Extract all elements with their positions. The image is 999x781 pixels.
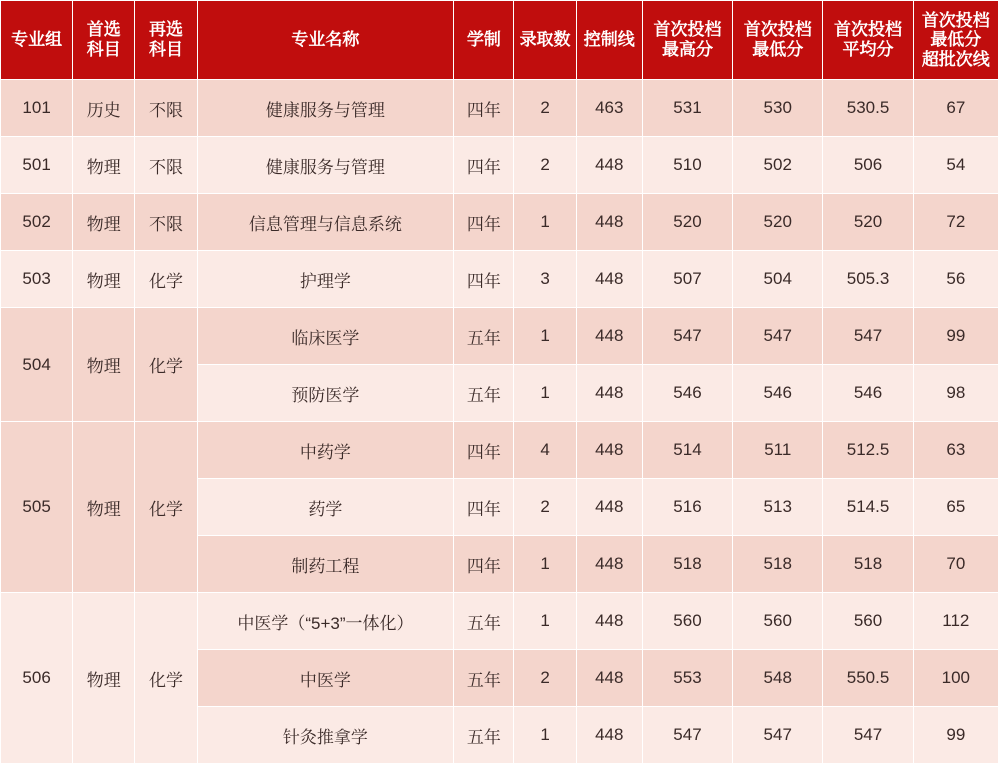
- first-batch-max-score-cell: 553: [642, 650, 732, 707]
- admitted-count-cell: 3: [514, 251, 576, 308]
- control-line-cell: 448: [576, 707, 642, 764]
- admitted-count-cell: 1: [514, 536, 576, 593]
- min-score-over-batch-line-cell: 99: [913, 308, 998, 365]
- column-header-0: [1, 1, 73, 80]
- first-batch-min-score-cell: 504: [733, 251, 823, 308]
- program-length-cell: 五年: [454, 365, 514, 422]
- min-score-over-batch-line-cell: 70: [913, 536, 998, 593]
- min-score-over-batch-line-cell: 56: [913, 251, 998, 308]
- column-header-3: [197, 1, 454, 80]
- first-batch-avg-score-cell: 506: [823, 137, 913, 194]
- min-score-over-batch-line-cell: 99: [913, 707, 998, 764]
- admitted-count-cell: 1: [514, 365, 576, 422]
- first-batch-max-score-cell: 546: [642, 365, 732, 422]
- program-length-cell: 四年: [454, 536, 514, 593]
- control-line-cell: 448: [576, 194, 642, 251]
- column-header-line: 专业名称: [291, 30, 360, 50]
- group-code-cell: 505: [1, 422, 73, 593]
- min-score-over-batch-line-cell: 65: [913, 479, 998, 536]
- major-name-cell: 中医学: [197, 650, 454, 707]
- program-length-cell: 五年: [454, 650, 514, 707]
- admitted-count-cell: 2: [514, 479, 576, 536]
- major-name-cell: 护理学: [197, 251, 454, 308]
- column-header-line: 平均分: [842, 40, 894, 59]
- first-batch-avg-score-cell: 547: [823, 308, 913, 365]
- admitted-count-cell: 1: [514, 593, 576, 650]
- column-header-1: [73, 1, 135, 80]
- column-header-10: [913, 1, 998, 80]
- admitted-count-cell: 2: [514, 80, 576, 137]
- first-subject-cell: 物理: [73, 593, 135, 764]
- first-batch-max-score-cell: 510: [642, 137, 732, 194]
- column-header-line: 首次投档: [921, 10, 990, 30]
- first-batch-min-score-cell: 530: [733, 80, 823, 137]
- first-batch-avg-score-cell: 546: [823, 365, 913, 422]
- program-length-cell: 五年: [454, 707, 514, 764]
- column-header-4: [454, 1, 514, 80]
- program-length-cell: 四年: [454, 479, 514, 536]
- major-name-cell: 健康服务与管理: [197, 137, 454, 194]
- group-code-cell: 502: [1, 194, 73, 251]
- column-header-line: 最低分: [752, 40, 804, 59]
- column-header-7: [642, 1, 732, 80]
- admitted-count-cell: 2: [514, 650, 576, 707]
- min-score-over-batch-line-cell: 112: [913, 593, 998, 650]
- table-row: [1, 80, 999, 137]
- column-header-line: 学制: [466, 30, 501, 50]
- first-batch-min-score-cell: 546: [733, 365, 823, 422]
- column-header-line: 超批次线: [921, 49, 990, 69]
- program-length-cell: 四年: [454, 137, 514, 194]
- min-score-over-batch-line-cell: 63: [913, 422, 998, 479]
- second-subject-cell: 化学: [135, 251, 197, 308]
- column-header-line: 控制线: [583, 30, 635, 50]
- table-row: [1, 593, 999, 650]
- program-length-cell: 四年: [454, 422, 514, 479]
- column-header-line: 首选: [86, 20, 121, 40]
- first-batch-max-score-cell: 531: [642, 80, 732, 137]
- min-score-over-batch-line-cell: 67: [913, 80, 998, 137]
- first-batch-max-score-cell: 547: [642, 308, 732, 365]
- first-batch-min-score-cell: 547: [733, 308, 823, 365]
- first-subject-cell: 物理: [73, 308, 135, 422]
- column-header-line: 最高分: [661, 40, 713, 59]
- table-row: [1, 251, 999, 308]
- first-batch-max-score-cell: 507: [642, 251, 732, 308]
- first-batch-min-score-cell: 513: [733, 479, 823, 536]
- admitted-count-cell: 1: [514, 308, 576, 365]
- column-header-5: [514, 1, 576, 80]
- major-name-cell: 信息管理与信息系统: [197, 194, 454, 251]
- program-length-cell: 四年: [454, 194, 514, 251]
- first-batch-avg-score-cell: 512.5: [823, 422, 913, 479]
- first-batch-max-score-cell: 520: [642, 194, 732, 251]
- program-length-cell: 五年: [454, 593, 514, 650]
- table-row: [1, 422, 999, 479]
- column-header-8: [733, 1, 823, 80]
- min-score-over-batch-line-cell: 54: [913, 137, 998, 194]
- column-header-6: [576, 1, 642, 80]
- table-header: [1, 1, 999, 80]
- control-line-cell: 448: [576, 137, 642, 194]
- group-code-cell: 501: [1, 137, 73, 194]
- first-batch-avg-score-cell: 560: [823, 593, 913, 650]
- first-batch-avg-score-cell: 520: [823, 194, 913, 251]
- first-subject-cell: 物理: [73, 137, 135, 194]
- first-batch-min-score-cell: 548: [733, 650, 823, 707]
- column-header-line: 再选: [148, 20, 183, 40]
- admitted-count-cell: 2: [514, 137, 576, 194]
- first-batch-avg-score-cell: 530.5: [823, 80, 913, 137]
- min-score-over-batch-line-cell: 100: [913, 650, 998, 707]
- control-line-cell: 448: [576, 593, 642, 650]
- first-batch-max-score-cell: 514: [642, 422, 732, 479]
- first-batch-avg-score-cell: 547: [823, 707, 913, 764]
- column-header-line: 科目: [86, 40, 121, 59]
- control-line-cell: 448: [576, 365, 642, 422]
- second-subject-cell: 不限: [135, 80, 197, 137]
- first-subject-cell: 物理: [73, 194, 135, 251]
- program-length-cell: 五年: [454, 308, 514, 365]
- first-batch-avg-score-cell: 505.3: [823, 251, 913, 308]
- first-subject-cell: 物理: [73, 422, 135, 593]
- first-batch-max-score-cell: 518: [642, 536, 732, 593]
- min-score-over-batch-line-cell: 72: [913, 194, 998, 251]
- first-batch-min-score-cell: 547: [733, 707, 823, 764]
- admitted-count-cell: 4: [514, 422, 576, 479]
- control-line-cell: 448: [576, 650, 642, 707]
- table-row: [1, 194, 999, 251]
- table-body: [1, 80, 999, 764]
- major-name-cell: 药学: [197, 479, 454, 536]
- second-subject-cell: 不限: [135, 137, 197, 194]
- control-line-cell: 448: [576, 536, 642, 593]
- major-name-cell: 健康服务与管理: [197, 80, 454, 137]
- program-length-cell: 四年: [454, 251, 514, 308]
- admitted-count-cell: 1: [514, 707, 576, 764]
- second-subject-cell: 化学: [135, 422, 197, 593]
- admitted-count-cell: 1: [514, 194, 576, 251]
- first-batch-min-score-cell: 518: [733, 536, 823, 593]
- column-header-line: 首次投档: [653, 20, 722, 40]
- first-batch-avg-score-cell: 514.5: [823, 479, 913, 536]
- min-score-over-batch-line-cell: 98: [913, 365, 998, 422]
- group-code-cell: 503: [1, 251, 73, 308]
- column-header-line: 首次投档: [834, 20, 902, 40]
- major-name-cell: 中医学（“5+3”一体化）: [197, 593, 454, 650]
- control-line-cell: 448: [576, 479, 642, 536]
- first-batch-min-score-cell: 520: [733, 194, 823, 251]
- control-line-cell: 463: [576, 80, 642, 137]
- first-batch-min-score-cell: 560: [733, 593, 823, 650]
- first-batch-min-score-cell: 502: [733, 137, 823, 194]
- control-line-cell: 448: [576, 251, 642, 308]
- group-code-cell: 101: [1, 80, 73, 137]
- column-header-line: 最低分: [930, 30, 982, 50]
- column-header-2: [135, 1, 197, 80]
- second-subject-cell: 化学: [135, 593, 197, 764]
- major-name-cell: 预防医学: [197, 365, 454, 422]
- column-header-line: 科目: [148, 40, 183, 59]
- major-name-cell: 中药学: [197, 422, 454, 479]
- major-name-cell: 临床医学: [197, 308, 454, 365]
- first-subject-cell: 物理: [73, 251, 135, 308]
- group-code-cell: 506: [1, 593, 73, 764]
- major-name-cell: 制药工程: [197, 536, 454, 593]
- first-batch-max-score-cell: 547: [642, 707, 732, 764]
- header-row: [1, 1, 999, 80]
- first-subject-cell: 历史: [73, 80, 135, 137]
- program-length-cell: 四年: [454, 80, 514, 137]
- first-batch-max-score-cell: 516: [642, 479, 732, 536]
- control-line-cell: 448: [576, 308, 642, 365]
- table-row: [1, 137, 999, 194]
- column-header-line: 录取数: [519, 30, 571, 50]
- first-batch-max-score-cell: 560: [642, 593, 732, 650]
- first-batch-avg-score-cell: 518: [823, 536, 913, 593]
- control-line-cell: 448: [576, 422, 642, 479]
- second-subject-cell: 不限: [135, 194, 197, 251]
- major-name-cell: 针灸推拿学: [197, 707, 454, 764]
- first-batch-avg-score-cell: 550.5: [823, 650, 913, 707]
- column-header-line: 专业组: [11, 30, 63, 50]
- first-batch-min-score-cell: 511: [733, 422, 823, 479]
- column-header-line: 首次投档: [743, 20, 812, 40]
- second-subject-cell: 化学: [135, 308, 197, 422]
- table-row: [1, 308, 999, 365]
- group-code-cell: 504: [1, 308, 73, 422]
- column-header-9: [823, 1, 913, 80]
